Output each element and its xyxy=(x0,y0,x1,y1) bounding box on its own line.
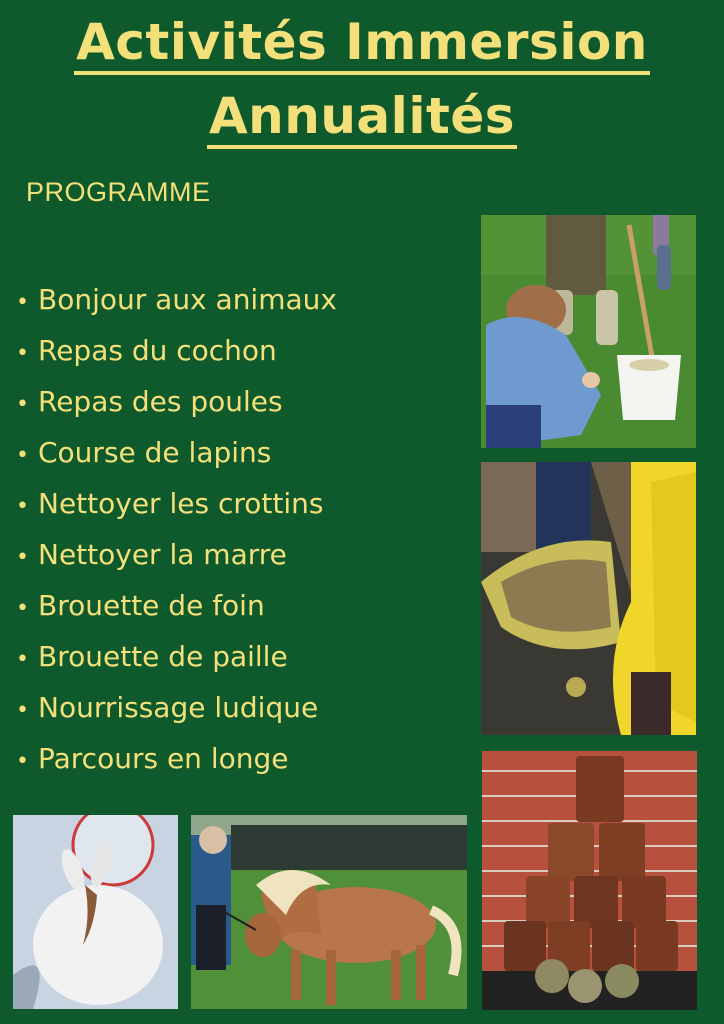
activity-list xyxy=(16,282,337,792)
photo-stacked-cans xyxy=(482,751,697,1010)
list-item: • Course de lapins xyxy=(16,436,272,469)
list-item: • Nourrissage ludique xyxy=(16,691,319,724)
list-item: • Bonjour aux animaux xyxy=(16,283,337,316)
title-line-2: Annualités xyxy=(0,86,724,146)
list-item: • Brouette de paille xyxy=(16,640,288,673)
photo-child-bucket xyxy=(481,215,696,448)
list-item: • Parcours en longe xyxy=(16,742,289,775)
list-item: • Nettoyer la marre xyxy=(16,538,287,571)
photo-wheelbarrow-hay xyxy=(481,462,696,735)
list-item: • Nettoyer les crottins xyxy=(16,487,324,520)
photo-pony-walk xyxy=(191,815,467,1009)
title-line-1: Activités Immersion xyxy=(0,12,724,72)
section-label: PROGRAMME xyxy=(26,177,211,207)
photo-rabbit-tunnel xyxy=(13,815,178,1009)
list-item: • Repas des poules xyxy=(16,385,283,418)
list-item: • Brouette de foin xyxy=(16,589,265,622)
list-item: • Repas du cochon xyxy=(16,334,277,367)
